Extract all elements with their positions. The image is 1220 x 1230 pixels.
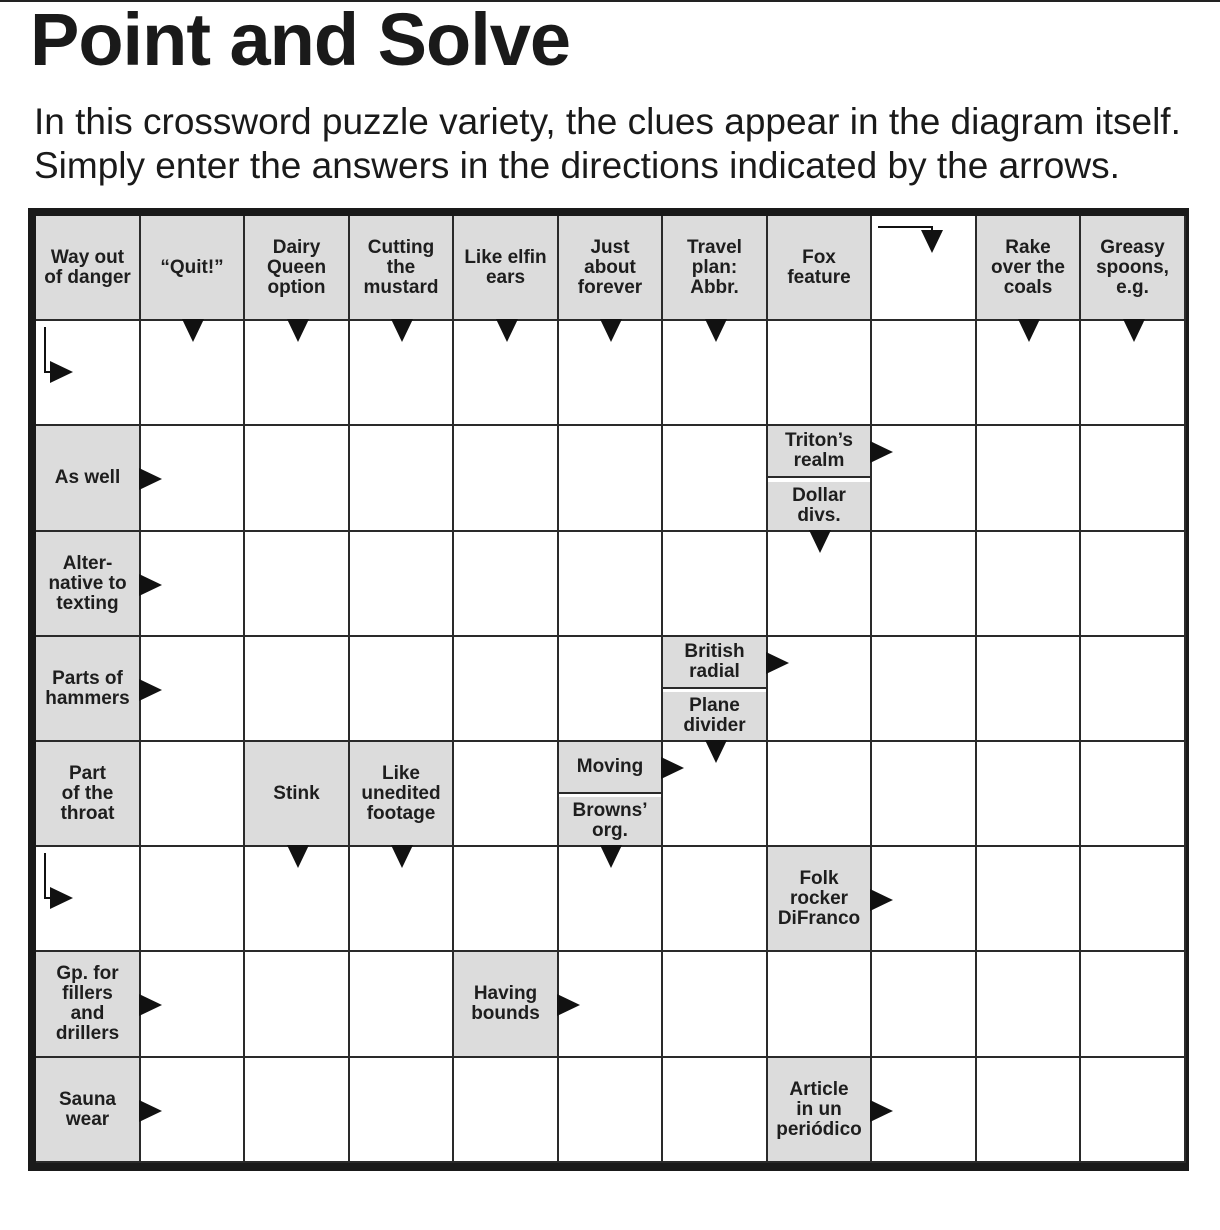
answer-cell[interactable] xyxy=(768,952,872,1058)
clue-text: Dairy Queen option xyxy=(266,236,327,298)
clue-cell xyxy=(36,216,141,321)
clue-text: Browns’ org. xyxy=(572,800,648,841)
arrow-down-icon xyxy=(921,230,943,253)
clue-text: Article in un periódico xyxy=(776,1078,862,1140)
clue-text: Dollar divs. xyxy=(792,485,846,526)
clue-text: Folk rocker DiFranco xyxy=(777,867,861,929)
instructions-line-1: In this crossword puzzle variety, the clues appear in the diagram itself. xyxy=(34,101,1181,142)
answer-cell[interactable] xyxy=(141,847,245,952)
answer-cell[interactable] xyxy=(872,532,977,637)
answer-cell[interactable] xyxy=(977,1058,1081,1163)
answer-cell[interactable] xyxy=(977,952,1081,1058)
clue-text: Part of the throat xyxy=(60,762,115,824)
clue-text: British radial xyxy=(684,641,745,682)
answer-cell[interactable] xyxy=(768,321,872,426)
clue-text: Rake over the coals xyxy=(991,236,1065,298)
clue-text: Just about forever xyxy=(577,236,643,298)
answer-cell[interactable] xyxy=(977,742,1081,847)
clue-cell xyxy=(559,216,663,321)
arrow-right-icon xyxy=(870,1100,893,1122)
answer-cell[interactable] xyxy=(559,426,663,532)
clue-text: As well xyxy=(54,467,121,488)
clue-cell xyxy=(245,742,350,847)
crossword-grid xyxy=(28,208,1189,1171)
answer-cell[interactable] xyxy=(872,637,977,742)
arrow-down-icon xyxy=(1123,319,1145,342)
clue-cell xyxy=(36,532,141,637)
answer-cell[interactable] xyxy=(977,847,1081,952)
answer-cell[interactable] xyxy=(559,637,663,742)
clue-text: Alter- native to texting xyxy=(48,552,127,614)
arrow-down-icon xyxy=(1018,319,1040,342)
answer-cell[interactable] xyxy=(1081,952,1186,1058)
arrow-down-icon xyxy=(705,319,727,342)
answer-cell[interactable] xyxy=(454,742,559,847)
arrow-right-icon xyxy=(766,652,789,674)
clue-cell xyxy=(977,216,1081,321)
clue-cell xyxy=(350,216,454,321)
arrow-down-icon xyxy=(391,319,413,342)
arrow-down-icon xyxy=(600,845,622,868)
answer-cell[interactable] xyxy=(454,532,559,637)
clue-cell xyxy=(1081,216,1186,321)
clue-text: Like unedited footage xyxy=(361,762,441,824)
answer-cell[interactable] xyxy=(1081,1058,1186,1163)
clue-text: Like elfin ears xyxy=(464,246,547,288)
clue-cell xyxy=(454,952,559,1058)
answer-cell[interactable] xyxy=(663,532,768,637)
arrow-down-icon xyxy=(391,845,413,868)
answer-cell[interactable] xyxy=(350,952,454,1058)
answer-cell[interactable] xyxy=(245,532,350,637)
clue-cell xyxy=(768,1058,872,1163)
answer-cell[interactable] xyxy=(872,742,977,847)
answer-cell[interactable] xyxy=(350,532,454,637)
clue-cell xyxy=(663,216,768,321)
answer-cell[interactable] xyxy=(454,1058,559,1163)
clue-cell xyxy=(768,216,872,321)
answer-cell[interactable] xyxy=(663,1058,768,1163)
clue-cell xyxy=(245,216,350,321)
clue-text: Way out of danger xyxy=(44,246,131,288)
clue-text: Sauna wear xyxy=(58,1088,117,1130)
arrow-right-icon xyxy=(870,441,893,463)
split-clue-lower xyxy=(559,797,661,845)
clue-cell xyxy=(36,426,141,532)
split-clue-cell xyxy=(663,637,768,742)
answer-cell[interactable] xyxy=(768,742,872,847)
split-clue-upper xyxy=(768,426,870,478)
clue-text: “Quit!” xyxy=(160,256,224,278)
answer-cell[interactable] xyxy=(141,742,245,847)
split-clue-upper xyxy=(559,742,661,794)
answer-cell[interactable] xyxy=(1081,426,1186,532)
arrow-right-icon xyxy=(139,994,162,1016)
arrow-right-icon xyxy=(139,468,162,490)
clue-text: Having bounds xyxy=(471,983,540,1024)
answer-cell[interactable] xyxy=(1081,847,1186,952)
arrow-right-icon xyxy=(870,889,893,911)
answer-cell[interactable] xyxy=(454,426,559,532)
clue-cell xyxy=(350,742,454,847)
instructions-line-2: Simply enter the answers in the directions indicated by the arrows. xyxy=(34,145,1120,186)
arrow-down-icon xyxy=(496,319,518,342)
arrow-down-icon xyxy=(182,319,204,342)
clue-cell xyxy=(454,216,559,321)
arrow-right-icon xyxy=(661,757,684,779)
clue-text: Greasy spoons, e.g. xyxy=(1096,236,1169,298)
clue-cell xyxy=(141,216,245,321)
clue-text: Parts of hammers xyxy=(45,667,130,709)
answer-cell[interactable] xyxy=(454,847,559,952)
arrow-right-icon xyxy=(139,1100,162,1122)
answer-cell[interactable] xyxy=(245,426,350,532)
split-clue-upper xyxy=(663,637,766,689)
answer-cell[interactable] xyxy=(559,1058,663,1163)
arrow-right-icon xyxy=(557,994,580,1016)
clue-text: Fox feature xyxy=(787,246,851,288)
clue-text: Travel plan: Abbr. xyxy=(687,236,742,298)
clue-text: Cutting the mustard xyxy=(363,236,439,298)
answer-cell[interactable] xyxy=(977,532,1081,637)
answer-cell[interactable] xyxy=(559,532,663,637)
clue-text: Stink xyxy=(273,782,320,804)
clue-cell xyxy=(36,637,141,742)
arrow-down-icon xyxy=(287,845,309,868)
arrow-down-icon xyxy=(809,530,831,553)
answer-cell[interactable] xyxy=(663,952,768,1058)
split-clue-lower xyxy=(768,482,870,530)
clue-text: Moving xyxy=(576,756,644,777)
arrow-right-icon xyxy=(139,574,162,596)
answer-cell[interactable] xyxy=(1081,532,1186,637)
clue-text: Plane divider xyxy=(683,695,746,736)
answer-cell[interactable] xyxy=(663,847,768,952)
answer-cell[interactable] xyxy=(663,426,768,532)
clue-text: Gp. for fillers and drillers xyxy=(55,963,120,1044)
answer-cell[interactable] xyxy=(1081,742,1186,847)
split-clue-cell xyxy=(768,426,872,532)
arrow-down-icon xyxy=(287,319,309,342)
clue-cell xyxy=(36,952,141,1058)
answer-cell[interactable] xyxy=(350,1058,454,1163)
answer-cell[interactable] xyxy=(977,426,1081,532)
arrow-right-icon xyxy=(139,679,162,701)
arrow-down-icon xyxy=(705,740,727,763)
answer-cell[interactable] xyxy=(245,1058,350,1163)
split-clue-cell xyxy=(559,742,663,847)
split-clue-lower xyxy=(663,692,766,740)
clue-cell xyxy=(768,847,872,952)
clue-cell xyxy=(36,742,141,847)
answer-cell[interactable] xyxy=(350,637,454,742)
arrow-down-icon xyxy=(600,319,622,342)
answer-cell[interactable] xyxy=(1081,637,1186,742)
answer-cell[interactable] xyxy=(872,321,977,426)
answer-cell[interactable] xyxy=(245,637,350,742)
arrow-right-icon xyxy=(50,361,73,383)
instructions xyxy=(34,100,1181,188)
answer-cell[interactable] xyxy=(350,426,454,532)
page-title: Point and Solve xyxy=(30,0,571,81)
clue-cell xyxy=(36,1058,141,1163)
arrow-right-icon xyxy=(50,887,73,909)
answer-cell[interactable] xyxy=(977,637,1081,742)
clue-text: Triton’s realm xyxy=(785,430,853,471)
answer-cell[interactable] xyxy=(872,952,977,1058)
answer-cell[interactable] xyxy=(245,952,350,1058)
answer-cell[interactable] xyxy=(454,637,559,742)
